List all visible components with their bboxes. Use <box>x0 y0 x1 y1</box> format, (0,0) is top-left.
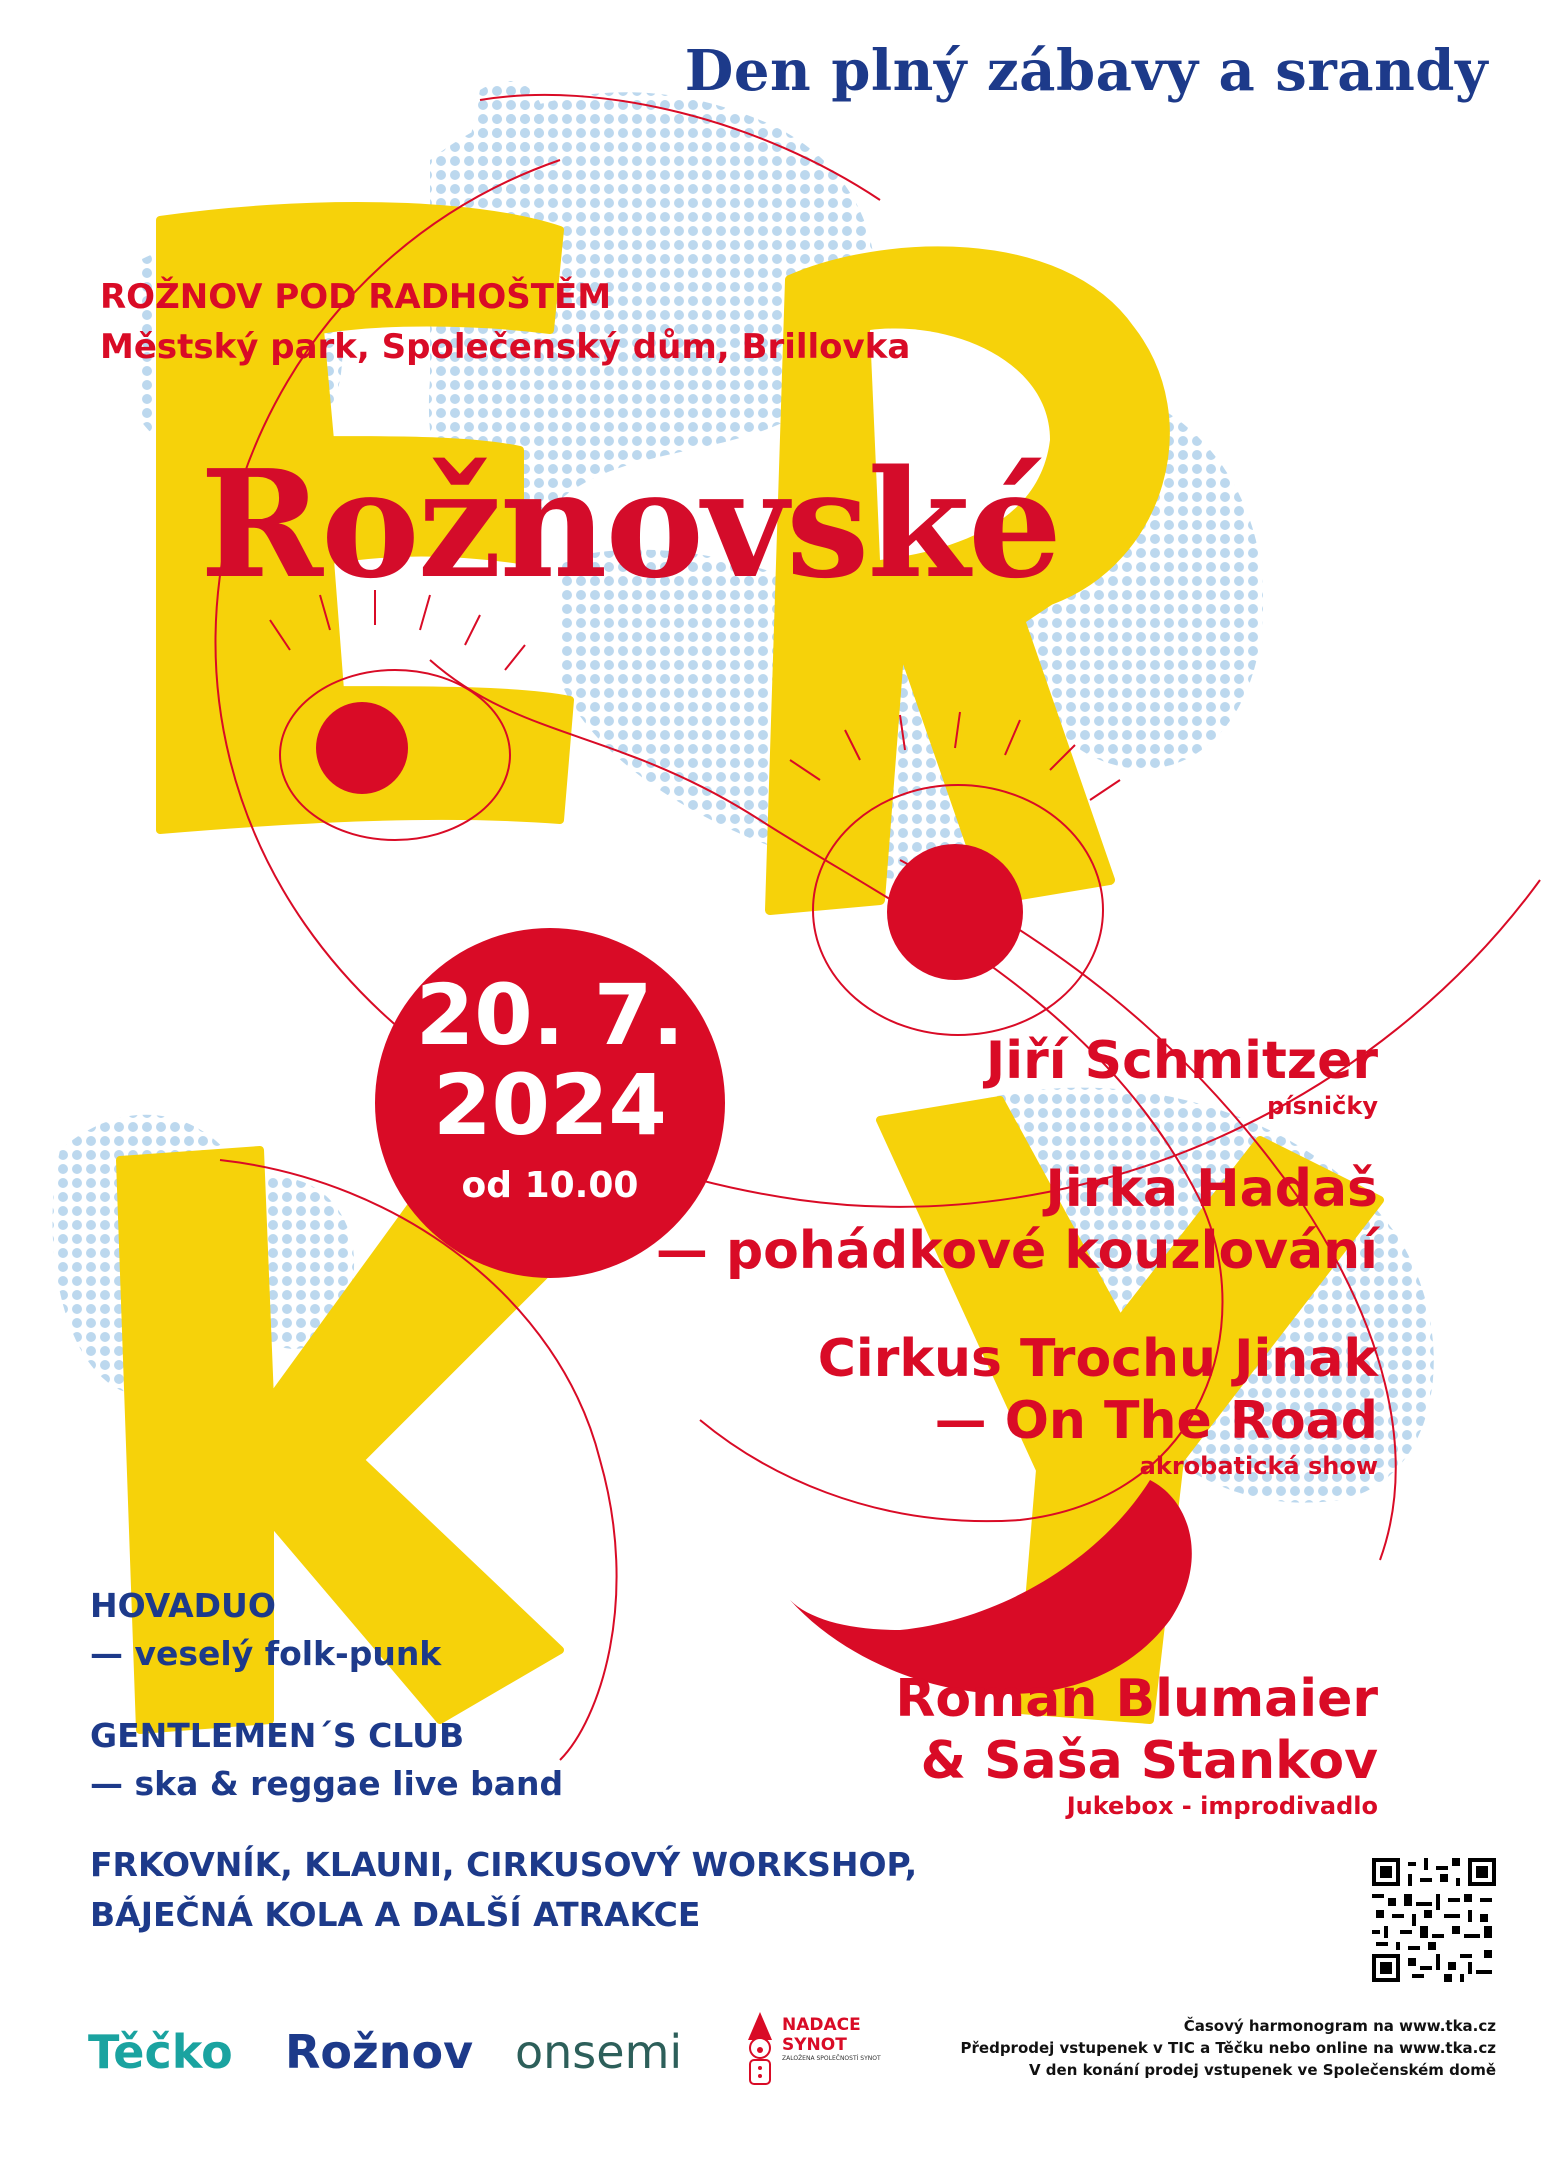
qr-code-icon[interactable] <box>1372 1858 1496 1982</box>
nadace-line1: NADACE <box>782 2015 861 2035</box>
act-name: Jiří Schmitzer <box>985 1031 1378 1091</box>
info-line2: Předprodej vstupenek v TIC a Těčku nebo online na www.tka.cz <box>960 2039 1496 2057</box>
act-hadas <box>656 1158 1378 1282</box>
venue <box>100 272 910 372</box>
act-schmitzer <box>986 1030 1378 1120</box>
act-name-line1: Jirka Hadaš <box>1045 1159 1378 1219</box>
act-sub: Jukebox - improdivadlo <box>1066 1792 1378 1820</box>
left-act-desc: — veselý folk-punk <box>90 1634 442 1673</box>
nadace-line2: SYNOT <box>782 2035 847 2055</box>
left-act-name: GENTLEMEN´S CLUB <box>90 1716 465 1755</box>
left-eye <box>316 702 408 794</box>
nadace-sub: ZALOŽENA SPOLEČNOSTÍ SYNOT <box>782 2055 881 2062</box>
date-time: od 10.00 <box>461 1165 639 1206</box>
date-day-month: 20. 7. <box>415 966 685 1064</box>
tagline: Den plný zábavy a srandy <box>684 38 1488 104</box>
venue-places: Městský park, Společenský dům, Brillovka <box>100 327 911 367</box>
venue-city: ROŽNOV POD RADHOŠTĚM <box>100 277 612 317</box>
act-name-line2: & Saša Stankov <box>920 1731 1378 1791</box>
left-act-gentlemen <box>90 1712 563 1808</box>
extras-line1: FRKOVNÍK, KLAUNI, CIRKUSOVÝ WORKSHOP, <box>90 1845 918 1884</box>
page-title: Rožnovské <box>200 437 1061 611</box>
act-name-line1: Roman Blumaier <box>895 1669 1378 1729</box>
info-line1: Časový harmonogram na www.tka.cz <box>1183 2017 1496 2035</box>
act-name-line1: Cirkus Trochu Jinak <box>817 1329 1378 1389</box>
left-act-hovaduo <box>90 1582 441 1678</box>
right-eye <box>887 844 1023 980</box>
extras-line2: BÁJEČNÁ KOLA A DALŠÍ ATRAKCE <box>90 1895 701 1934</box>
left-act-desc: — ska & reggae live band <box>90 1764 564 1803</box>
tecko-logo: Těčko <box>88 2025 233 2079</box>
act-blumaier <box>895 1668 1378 1820</box>
act-sub: akrobatická show <box>1139 1452 1378 1480</box>
act-sub: písničky <box>1267 1092 1378 1120</box>
act-cirkus <box>818 1328 1378 1480</box>
onsemi-logo: onsemi <box>515 2025 683 2079</box>
nadace-synot-logo <box>740 2005 881 2095</box>
roznov-logo: Rožnov <box>285 2025 474 2079</box>
info-block <box>961 2015 1496 2081</box>
act-name-line2: — On The Road <box>934 1391 1378 1451</box>
info-line3: V den konání prodej vstupenek ve Společenském domě <box>1028 2061 1496 2079</box>
date-year: 2024 <box>433 1056 667 1154</box>
left-act-name: HOVADUO <box>90 1586 276 1625</box>
act-name-line2: — pohádkové kouzlování <box>655 1221 1378 1281</box>
extras <box>90 1840 917 1940</box>
nadace-clown-icon <box>740 2010 780 2090</box>
